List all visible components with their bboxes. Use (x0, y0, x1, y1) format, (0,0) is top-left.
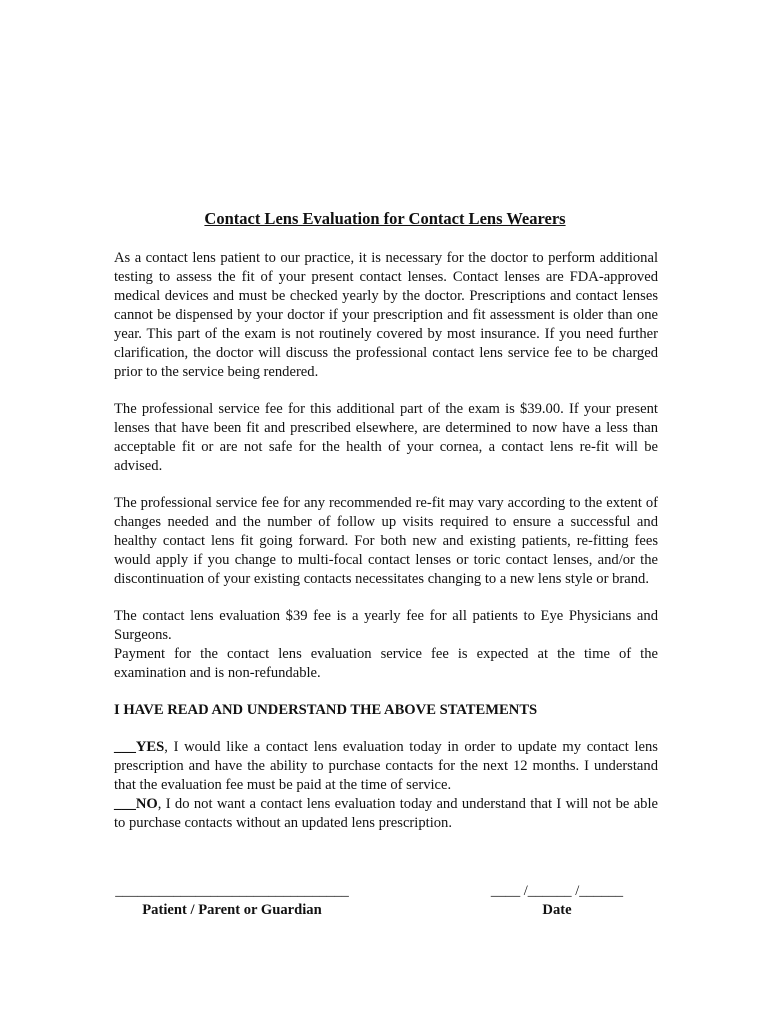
signature-line[interactable]: ________________________________ (115, 883, 349, 899)
paragraph-service-fee: The professional service fee for this additional part of the exam is $39.00. If your present lenses that have been fit and prescribed elsewhere, are determined to now have a less than acceptable fit or are not safe for the health of your cornea, a contact lens re-fit will be advised. (114, 401, 658, 474)
option-no-text: , I do not want a contact lens evaluation today and understand that I will not be able to purchase contacts without an updated lens prescription. (114, 796, 658, 831)
option-no-checkbox[interactable]: ___NO (114, 796, 158, 812)
document-title: Contact Lens Evaluation for Contact Lens Wearers (204, 209, 566, 228)
signature-block (114, 882, 350, 920)
date-label: Date (542, 902, 572, 918)
date-line[interactable]: ____ /______ /______ (490, 883, 624, 899)
option-yes-checkbox[interactable]: ___YES (114, 739, 165, 755)
document-body (114, 249, 658, 833)
paragraph-intro: As a contact lens patient to our practice, it is necessary for the doctor to perform additional testing to assess the fit of your present contact lenses. Contact lenses are FDA-approved medical devices and must be checked yearly by the doctor. Prescriptions and contact lenses cannot be dispensed by your doctor if your prescription and fit assessment is older than one year. This part of the exam is not routinely covered by most insurance. If you need further clarification, the doctor will discuss the professional contact lens service fee to be charged prior to the service being rendered. (114, 250, 658, 380)
paragraph-yearly-fee: The contact lens evaluation $39 fee is a yearly fee for all patients to Eye Physicians and Surgeons. (114, 608, 658, 643)
paragraph-refit-fee: The professional service fee for any recommended re-fit may vary according to the extent of changes needed and the number of follow up visits required to ensure a successful and healthy contact lens fit going forward. For both new and existing patients, re-fitting fees would apply if you change to multi-focal contact lenses or toric contact lenses, and/or the discontinuation of your existing contacts necessitates changing to a new lens style or brand. (114, 495, 658, 587)
paragraph-payment: Payment for the contact lens evaluation service fee is expected at the time of the examination and is non-refundable. (114, 646, 658, 681)
option-yes (114, 738, 658, 795)
acknowledgement-statement: I HAVE READ AND UNDERSTAND THE ABOVE STATEMENTS (114, 702, 538, 718)
date-block (472, 882, 642, 920)
signature-label: Patient / Parent or Guardian (142, 902, 322, 918)
option-no (114, 795, 658, 833)
option-yes-text: , I would like a contact lens evaluation today in order to update my contact lens prescription and have the ability to purchase contacts for the next 12 months. I understand that the evaluation fee must be paid at the time of service. (114, 739, 658, 793)
